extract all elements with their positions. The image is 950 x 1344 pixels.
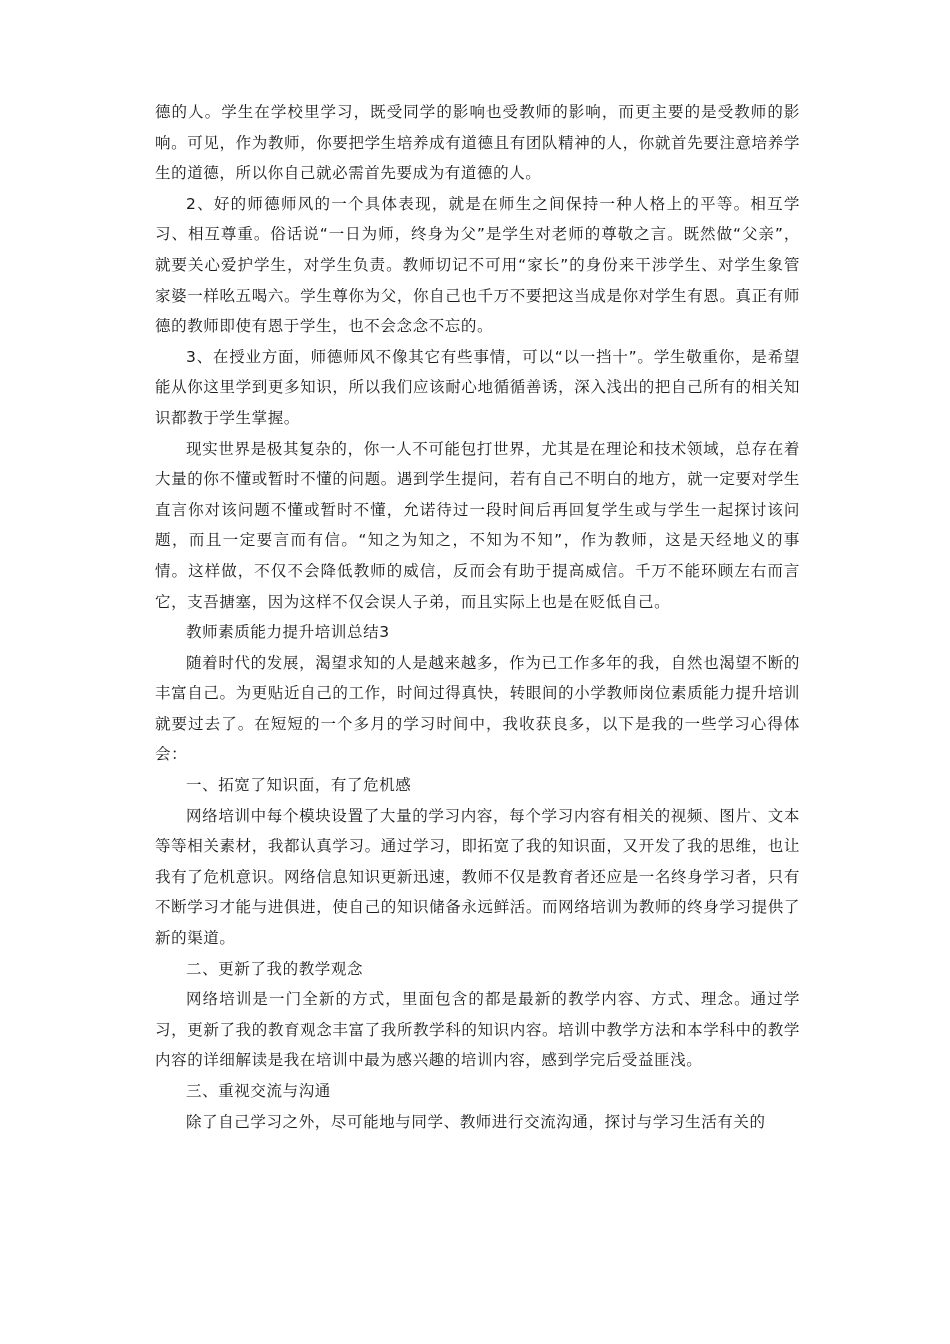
paragraph-intro: 随着时代的发展，渴望求知的人是越来越多，作为已工作多年的我，自然也渴望不断的丰富自己。为更贴近自己的工作，时间过得真快，转眼间的小学教师岗位素质能力提升培训就要过去了。在短短的一个多月的学习时间中，我收获良多，以下是我的一些学习心得体会： [155, 653, 800, 764]
document-body [155, 97, 800, 1137]
paragraph-concepts: 网络培训是一门全新的方式，里面包含的都是最新的教学内容、方式、理念。通过学习，更新了我的教育观念丰富了我所教学科的知识内容。培训中教学方法和本学科中的教学内容的详细解读是我在培训中最为感兴趣的培训内容，感到学完后受益匪浅。 [155, 990, 800, 1070]
section-title: 教师素质能力提升培训总结3 [186, 623, 390, 642]
paragraph-continuation: 德的人。学生在学校里学习，既受同学的影响也受教师的影响，而更主要的是受教师的影响。可见，作为教师，你要把学生培养成有道德且有团队精神的人，你就首先要注意培养学生的道德，所以你自己就必需首先要成为有道德的人。 [155, 103, 800, 183]
subheading-knowledge: 一、拓宽了知识面，有了危机感 [186, 776, 412, 795]
paragraph-item-2: 2、好的师德师风的一个具体表现，就是在师生之间保持一种人格上的平等。相互学习、相互尊重。俗话说“一日为师，终身为父”是学生对老师的尊敬之言。既然做“父亲”，就要关心爱护学生，对学生负责。教师切记不可用“家长”的身份来干涉学生、对学生象管家婆一样吆五喝六。学生尊你为父，你自己也千万不要把这当成是你对学生有恩。真正有师德的教师即使有恩于学生，也不会念念不忘的。 [155, 194, 800, 336]
paragraph-knowledge: 网络培训中每个模块设置了大量的学习内容，每个学习内容有相关的视频、图片、文本等等相关素材，我都认真学习。通过学习，即拓宽了我的知识面，又开发了我的思维，也让我有了危机意识。网络信息知识更新迅速，教师不仅是教育者还应是一名终身学习者，只有不断学习才能与进俱进，使自己的知识储备永远鲜活。而网络培训为教师的终身学习提供了新的渠道。 [155, 806, 800, 948]
subheading-communication: 三、重视交流与沟通 [186, 1082, 331, 1100]
paragraph-communication: 除了自己学习之外，尽可能地与同学、教师进行交流沟通，探讨与学习生活有关的 [186, 1112, 766, 1131]
subheading-concepts: 二、更新了我的教学观念 [186, 959, 364, 978]
paragraph-item-3: 3、在授业方面，师德师风不像其它有些事情，可以“以一挡十”。学生敬重你，是希望能从你这里学到更多知识，所以我们应该耐心地循循善诱，深入浅出的把自己所有的相关知识都教于学生掌握。 [155, 347, 800, 427]
paragraph-reality: 现实世界是极其复杂的，你一人不可能包打世界，尤其是在理论和技术领域，总存在着大量的你不懂或暂时不懂的问题。遇到学生提问，若有自己不明白的地方，就一定要对学生直言你对该问题不懂或暂时不懂，允诺待过一段时间后再回复学生或与学生一起探讨该问题，而且一定要言而有信。“知之为知之，不知为不知”，作为教师，这是天经地义的事情。这样做，不仅不会降低教师的威信，反而会有助于提高威信。千万不能环顾左右而言它，支吾搪塞，因为这样不仅会误人子弟，而且实际上也是在贬低自己。 [155, 439, 800, 611]
